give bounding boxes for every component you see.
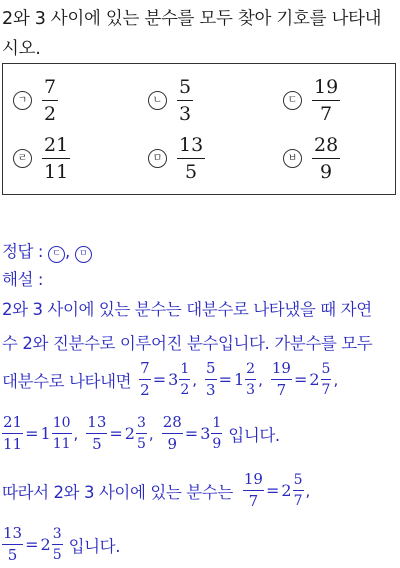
improper-fraction: $\frac{21}{11}$ xyxy=(3,413,23,454)
conversion-line-1: 대분수로 나타내면 $\frac{7}{2}$ = 3 $\frac{1}{2}$ , $\frac{5}{3}$ = 1 $\frac{2}{3}$ , $\frac{19}{7}$ = 2 $\frac{5}{7}$ , xyxy=(2,359,339,400)
choice-4 xyxy=(13,134,70,183)
choices-box xyxy=(2,63,396,195)
answer-label: 정답 : xyxy=(2,242,44,261)
choice-mark: ㅂ xyxy=(283,149,302,168)
question-line-1: 2와 3 사이에 있는 분수를 모두 찾아 기호를 나타내 xyxy=(2,9,382,29)
choice-2 xyxy=(148,76,193,125)
choice-mark: ㄹ xyxy=(13,149,32,168)
mixed-fraction-part: $\frac{2}{3}$ xyxy=(246,361,256,399)
answer-line: 정답 : ㄷ , ㅁ xyxy=(2,238,398,263)
mixed-fraction-part: $\frac{10}{11}$ xyxy=(52,415,71,453)
choice-5 xyxy=(148,134,205,183)
explanation-label: 해설 : xyxy=(2,270,44,289)
improper-fraction: $\frac{13}{5}$ xyxy=(3,524,23,565)
conversion-line-2: $\frac{21}{11}$ = 1 $\frac{10}{11}$ , $\frac{13}{5}$ = 2 $\frac{3}{5}$ , $\frac{28}{9}$ = 3 $\frac{1}{9}$ 입니다. xyxy=(3,413,280,454)
choice-mark: ㄴ xyxy=(148,91,167,110)
conclusion-line-1: 따라서 2와 3 사이에 있는 분수는 $\frac{19}{7}$ = 2 $\frac{5}{7}$ , xyxy=(2,470,311,511)
mixed-fraction-part: $\frac{3}{5}$ xyxy=(136,415,146,453)
improper-fraction: $\frac{19}{7}$ xyxy=(271,359,291,400)
choice-fraction: $\frac{19}{7}$ xyxy=(314,76,339,126)
mixed-fraction-part: $\frac{1}{9}$ xyxy=(212,415,222,453)
mixed-fraction-part: $\frac{5}{7}$ xyxy=(321,361,331,399)
answer-mark-1: ㄷ xyxy=(48,246,65,263)
mixed-fraction-part: $\frac{5}{7}$ xyxy=(293,472,303,510)
improper-fraction: $\frac{28}{9}$ xyxy=(162,413,182,454)
improper-fraction: $\frac{7}{2}$ xyxy=(140,359,150,400)
mixed-fraction-part: $\frac{3}{5}$ xyxy=(52,526,62,564)
choice-mark: ㄷ xyxy=(283,91,302,110)
mixed-fraction-part: $\frac{1}{2}$ xyxy=(180,361,190,399)
choice-3 xyxy=(283,76,340,125)
explanation-line-1: 2와 3 사이에 있는 분수는 대분수로 나타냈을 때 자연 xyxy=(2,300,372,319)
choice-fraction: $\frac{5}{3}$ xyxy=(179,76,192,126)
choice-fraction: $\frac{13}{5}$ xyxy=(179,134,204,184)
improper-fraction: $\frac{19}{7}$ xyxy=(243,470,263,511)
choice-fraction: $\frac{7}{2}$ xyxy=(44,76,57,126)
choice-mark: ㄱ xyxy=(13,91,32,110)
choice-mark: ㅁ xyxy=(148,149,167,168)
choice-fraction: $\frac{28}{9}$ xyxy=(314,134,339,184)
explanation-line-2: 수 2와 진분수로 이루어진 분수입니다. 가분수를 모두 xyxy=(2,334,373,353)
choice-6 xyxy=(283,134,340,183)
question-line-2: 시오. xyxy=(2,39,41,59)
answer-mark-2: ㅁ xyxy=(75,246,92,263)
question-text xyxy=(2,4,398,64)
choice-1 xyxy=(13,76,58,125)
choice-fraction: $\frac{21}{11}$ xyxy=(44,134,69,184)
conclusion-line-2: $\frac{13}{5}$ = 2 $\frac{3}{5}$ 입니다. xyxy=(3,524,121,565)
improper-fraction: $\frac{13}{5}$ xyxy=(87,413,107,454)
improper-fraction: $\frac{5}{3}$ xyxy=(206,359,216,400)
